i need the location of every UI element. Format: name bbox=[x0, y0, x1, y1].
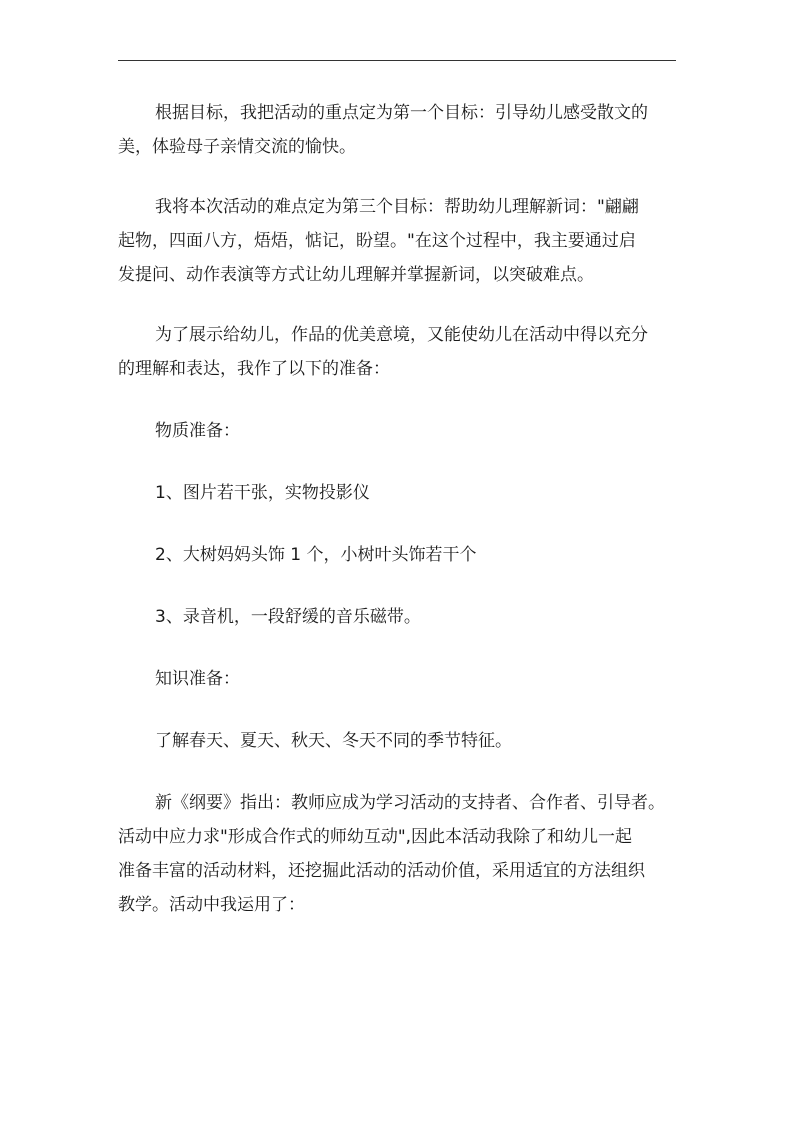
section-heading-knowledge: 知识准备： bbox=[155, 669, 240, 689]
paragraph-guideline bbox=[118, 786, 680, 922]
paragraph-preparation-intro bbox=[118, 318, 680, 386]
paragraph-focus bbox=[118, 96, 680, 164]
section-heading-material: 物质准备： bbox=[155, 421, 240, 441]
text-line: 的理解和表达，我作了以下的准备： bbox=[118, 359, 390, 379]
text-line: 为了展示给幼儿，作品的优美意境，又能使幼儿在活动中得以充分 bbox=[155, 325, 648, 345]
text-line: 活动中应力求"形成合作式的师幼互动",因此本活动我除了和幼儿一起 bbox=[118, 827, 633, 847]
text-line: 起物，四面八方，焐焐，惦记，盼望。"在这个过程中，我主要通过启 bbox=[118, 231, 636, 251]
text-line: 准备丰富的活动材料，还挖掘此活动的活动价值，采用适宜的方法组织 bbox=[118, 861, 645, 881]
text-line: 发提问、动作表演等方式让幼儿理解并掌握新词，以突破难点。 bbox=[118, 265, 594, 285]
list-item: 2、大树妈妈头饰 1 个，小树叶头饰若干个 bbox=[155, 545, 477, 565]
list-item: 3、录音机，一段舒缓的音乐磁带。 bbox=[155, 607, 421, 627]
paragraph-knowledge: 了解春天、夏天、秋天、冬天不同的季节特征。 bbox=[155, 731, 512, 751]
list-item: 1、图片若干张，实物投影仪 bbox=[155, 483, 370, 503]
text-line: 新《纲要》指出：教师应成为学习活动的支持者、合作者、引导者。 bbox=[155, 793, 665, 813]
document-body bbox=[118, 96, 680, 922]
text-line: 我将本次活动的难点定为第三个目标：帮助幼儿理解新词："翩翩 bbox=[155, 197, 639, 217]
text-line: 教学。活动中我运用了： bbox=[118, 895, 305, 915]
text-line: 根据目标，我把活动的重点定为第一个目标：引导幼儿感受散文的 bbox=[155, 103, 648, 123]
text-line: 美，体验母子亲情交流的愉快。 bbox=[118, 137, 356, 157]
paragraph-difficulty bbox=[118, 190, 680, 292]
header-rule bbox=[118, 60, 676, 61]
